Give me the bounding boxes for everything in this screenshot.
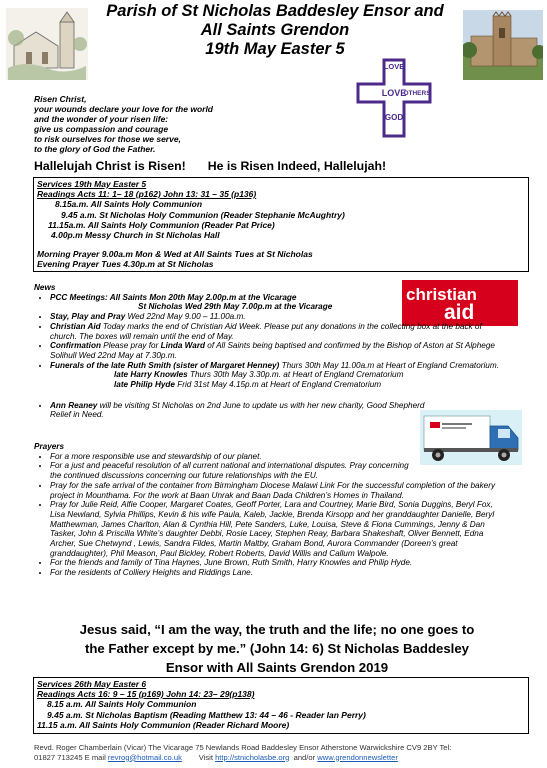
hallelujah-left: Hallelujah Christ is Risen!: [34, 159, 186, 173]
news-funeral-hyde: late Philip Hyde: [114, 380, 175, 390]
service-line: 11.15 a.m. All Saints Holy Communion (Reader Richard Moore): [37, 719, 290, 730]
prayers-section: [34, 442, 510, 578]
news-funeral-knowles: late Harry Knowles: [114, 370, 188, 380]
cross-text-love-top: LOVE: [383, 62, 405, 71]
news-funeral-hyde-text: Frid 31st May 4.15p.m at Heart of England Crematorium: [174, 380, 382, 390]
website-link-stnicholas[interactable]: http://stnicholasbe.org: [215, 752, 290, 762]
hallelujah-line: [34, 159, 386, 173]
news-ann-reaney: Ann Reaney: [50, 400, 98, 410]
cross-text-god: GOD: [384, 113, 404, 122]
prayer-line: give us compassion and courage: [34, 124, 169, 134]
footer-phone: 01827 713245 E mail: [34, 752, 108, 762]
quote-line-3: Ensor with All Saints Grendon 2019: [165, 660, 389, 675]
service-line: 9.45 a.m. St Nicholas Holy Communion (Reader Stephanie McAughtry): [61, 209, 345, 220]
title-line-3: 19th May Easter 5: [205, 40, 345, 58]
prayer-line: and the wonder of your risen life:: [34, 114, 169, 124]
hallelujah-right: He is Risen Indeed, Hallelujah!: [207, 159, 387, 173]
service-line: 9.45 a.m. St Nicholas Baptism (Reading Matthew 13: 44 – 46 - Reader Ian Perry): [47, 709, 366, 720]
footer-address: Revd. Roger Chamberlain (Vicar) The Vicarage 75 Newlands Road Baddesley Ensor Atherstone Warwickshire CV9 2BY Tel:: [34, 743, 452, 752]
news-ann-reaney-text: will be visiting St Nicholas on 2nd June to update us with her new charity, Good Shepherd Relief in Need.: [50, 400, 425, 420]
website-link-grendon[interactable]: www.grendonnewsletter: [317, 752, 398, 762]
contact-footer: [34, 743, 524, 762]
prayer-line: your wounds declare your love for the world: [34, 104, 214, 114]
news-section: [34, 283, 504, 420]
love-cross-graphic: [356, 58, 432, 138]
services-heading: Services 19th May Easter 5: [37, 179, 147, 189]
prayer-line: Risen Christ,: [34, 94, 87, 104]
cross-text-others: OTHERS: [403, 90, 431, 97]
jesus-said-quote: [38, 620, 516, 677]
news-stay-play: Stay, Play and Pray: [50, 312, 126, 322]
news-confirmation: Confirmation: [50, 341, 101, 351]
prayer-line: to risk ourselves for those we serve,: [34, 134, 181, 144]
prayer-item: • Pray for the safe arrival of the container from Birmingham Diocese Malawi Link For the successful completion of the bakery project in Mounthama. For the work at Baan Unrak and Baan Dada Children’s Homes in Thailand.: [50, 481, 510, 500]
news-item: [50, 312, 420, 322]
news-confirmation-text-2: of All Saints being baptised and confirmed by the Bishop of Aston at St Alphege Solihull Wed 22nd May at 7.30p.m.: [50, 341, 495, 360]
service-line: Morning Prayer 9.00a.m Mon & Wed at All Saints Tues at St Nicholas: [37, 249, 313, 260]
news-pcc: PCC Meetings: All Saints Mon 20th May 2.00p.m at the Vicarage: [50, 292, 297, 302]
news-item: [50, 322, 504, 341]
service-line: 11.15a.m. All Saints Holy Communion (Reader Pat Price): [48, 219, 275, 230]
services-readings: Readings Acts 16: 9 – 15 (p169) John 14: 23– 29(p138): [37, 689, 255, 700]
service-line: 8.15 a.m. All Saints Holy Communion: [47, 699, 197, 710]
title-line-1: Parish of St Nicholas Baddesley Ensor and: [106, 2, 444, 20]
services-heading: Services 26th May Easter 6: [37, 679, 147, 689]
quote-line-1: Jesus said, “I am the way, the truth and the life; no one goes to: [79, 622, 475, 637]
aid-logo-line1: christian: [406, 285, 477, 304]
prayer-item: • Pray for Julie Reid, Alfie Cooper, Margaret Coates, Geoff Porter, Lara and Courtney, Marie Bird, Sonia Duggins, Beryl Fox, Lisa Newland, Sylvia Phillips, Kevin & his wife Paula, Kaleb, Jackie, Brenda Kirsopp and her granddaughter Danielle, Beryl Matthewman, James Charlton, Alan & Cynthia Hill, Pete Sanders, Luke, Louisa, Steve & Fiona Cummings, Jenny & Dan Tasker, John & Priscilla White’s daughter Debbi, Rosie Lacey, Stephen Reay, Barbara Shakeshaft, Oliver Bennett, Edna Archer, Sue Chetwynd , Lewis, Sandra Fildes, Martin Maltby, Graham Bond, Aurora Commander (Doreen’s great granddaughter), Phil Meason, Paul Bickley, Robert Roberts, David Willis and Callum Walpole.: [50, 500, 510, 558]
services-readings: Readings Acts 11: 1– 18 (p162) John 13: 31 – 35 (p136): [37, 189, 257, 200]
cross-text-love-middle: LOVE: [381, 88, 407, 98]
church-photo-image: [463, 10, 543, 80]
church-sketch-image: [6, 8, 88, 80]
news-item: [50, 401, 430, 420]
news-christian-aid: Christian Aid: [50, 321, 101, 331]
news-funerals-text: Thurs 30th May 11.00a.m at Heart of England Crematorium.: [279, 360, 499, 370]
service-line: 4.00p.m Messy Church in St Nicholas Hall: [51, 230, 220, 241]
news-item: [50, 361, 504, 390]
opening-prayer: [34, 94, 213, 154]
news-confirmation-text: Please pray for: [100, 341, 161, 351]
prayer-item: • For a just and peaceful resolution of all current national and international disputes. Pray concerning the continued discussions concerning our future relationships with the EU.: [50, 461, 410, 480]
news-christian-aid-text: Today marks the end of Christian Aid Week. Please put any donations in the collecting box at the back of church. The boxes will remain until the end of May.: [50, 321, 482, 341]
footer-visit: Visit: [181, 752, 216, 762]
service-line: 8.15a.m. All Saints Holy Communion: [55, 199, 203, 210]
prayer-line: to the glory of God the Father.: [34, 144, 156, 154]
services-box-26th-may: [33, 677, 529, 734]
news-confirmation-name: Linda Ward: [160, 341, 206, 351]
footer-andor: and/or: [289, 752, 318, 762]
prayers-heading: Prayers: [34, 442, 65, 451]
news-heading: News: [34, 283, 56, 292]
services-box-19th-may: [33, 177, 529, 272]
news-item: [50, 341, 504, 360]
email-link[interactable]: revrog@hotmail.co.uk: [107, 752, 182, 762]
quote-line-2: the Father except by me.” (John 14: 6) St Nicholas Baddesley: [84, 641, 469, 656]
aid-logo-line2: aid: [444, 301, 475, 324]
news-pcc-2: St Nicholas Wed 29th May 7.00p.m at the Vicarage: [138, 302, 333, 312]
prayer-item: • For the friends and family of Tina Haynes, June Brown, Ruth Smith, Harry Knowles and Philip Hyde.: [50, 558, 510, 568]
news-stay-play-text: Wed 22nd May 9.00 – 11.00a.m.: [125, 312, 246, 322]
prayer-item: • For a more responsible use and stewardship of our planet.: [50, 452, 410, 462]
news-funeral-knowles-text: Thurs 30th May 3.30p.m. at Heart of England Crematorium: [187, 370, 404, 380]
news-item: [50, 293, 420, 312]
title-line-2: All Saints Grendon: [200, 21, 350, 39]
page-title: [92, 2, 458, 59]
prayer-item: • For the residents of Colliery Heights and Riddings Lane.: [50, 568, 510, 578]
news-funerals: Funerals of the late Ruth Smith (sister of Margaret Henney): [50, 360, 280, 370]
service-line: Evening Prayer Tues 4.30p.m at St Nicholas: [37, 259, 214, 270]
